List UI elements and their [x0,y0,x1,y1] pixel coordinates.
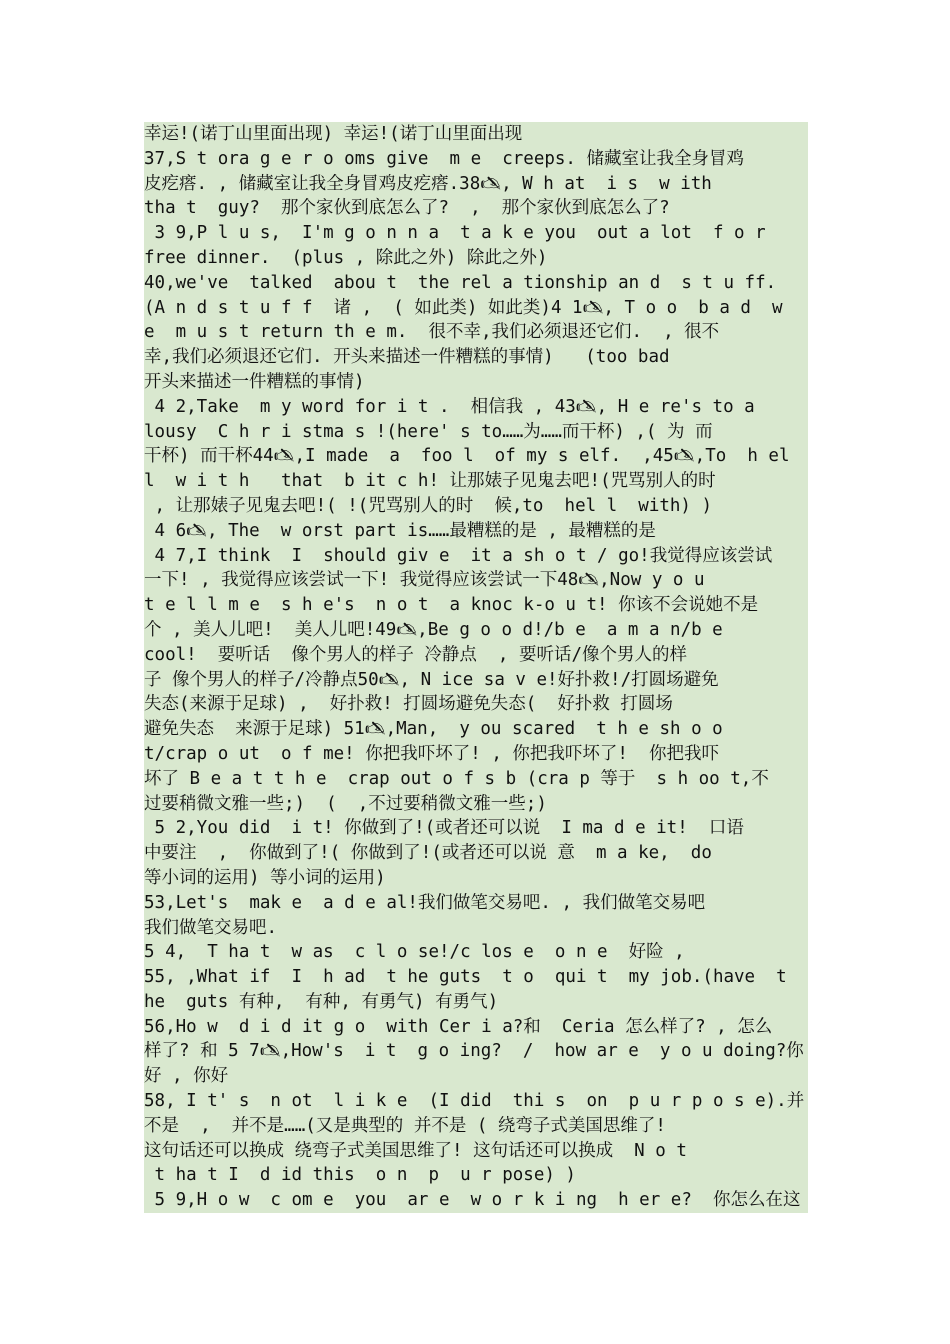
text-line: 5 2,You did i t! 你做到了!(或者还可以说 I ma d e it! 口语 [144,816,808,841]
text-line: t ha t I d id this o n p u r pose) ) [144,1163,808,1188]
text-line: 53,Let's mak e a d e al!我们做笔交易吧. , 我们做笔交易吧 [144,891,808,916]
text-line: e m u s t return th e m. 很不幸,我们必须退还它们. , 很不 [144,320,808,345]
text-line: 56,Ho w d i d it g o with Cer i a?和 Ceria 怎么样了? , 怎么 [144,1015,808,1040]
text-line: 干杯) 而干杯44🖎,I made a foo l of my s elf. ,45🖎,To h el [144,444,808,469]
text-line: 4 2,Take m y word for i t . 相信我 , 43🖎, H e re's to a [144,395,808,420]
text-line: free dinner. (plus , 除此之外) 除此之外) [144,246,808,271]
text-line: 好 , 你好 [144,1064,808,1089]
text-line: , 让那婊子见鬼去吧!( !(咒骂别人的时 候,to hel l with) ) [144,494,808,519]
text-line: tha t guy? 那个家伙到底怎么了? , 那个家伙到底怎么了? [144,196,808,221]
text-line: 幸运!(诺丁山里面出现) 幸运!(诺丁山里面出现 [144,122,808,147]
text-line: 开头来描述一件糟糕的事情) [144,370,808,395]
text-line: 不是 , 并不是……(又是典型的 并不是 ( 绕弯子式美国思维了! [144,1114,808,1139]
text-line: l w i t h that b it c h! 让那婊子见鬼去吧!(咒骂别人的时 [144,469,808,494]
text-line: 40,we've talked abou t the rel a tionship an d s t u ff. [144,271,808,296]
text-line: t/crap o ut o f me! 你把我吓坏了! , 你把我吓坏了! 你把我吓 [144,742,808,767]
text-line: 5 9,H o w c om e you ar e w o r k i ng h er e? 你怎么在这 [144,1188,808,1213]
text-line: 37,S t ora g e r o oms give m e creeps. 储藏室让我全身冒鸡 [144,147,808,172]
text-line: cool! 要听话 像个男人的样子 冷静点 , 要听话/像个男人的样 [144,643,808,668]
text-line: 中要注 , 你做到了!( 你做到了!(或者还可以说 意 m a ke, do [144,841,808,866]
text-line: 5 4, T ha t w as c l o se!/c los e o n e 好险 , [144,940,808,965]
text-line: 一下! , 我觉得应该尝试一下! 我觉得应该尝试一下48🖎,Now y o u [144,568,808,593]
text-line: 55, ,What if I h ad t he guts t o qui t my job.(have t [144,965,808,990]
text-line: 4 7,I think I should giv e it a sh o t / go!我觉得应该尝试 [144,544,808,569]
text-line: 失态(来源于足球) , 好扑救! 打圆场避免失态( 好扑救 打圆场 [144,692,808,717]
text-line: 样了? 和 5 7🖎,How's i t g o ing? / how ar e y o u doing?你 [144,1039,808,1064]
text-line: 4 6🖎, The w orst part is……最糟糕的是 , 最糟糕的是 [144,519,808,544]
text-line: 58, I t' s n ot l i k e (I did thi s on p u r p o s e).并 [144,1089,808,1114]
text-line: 3 9,P l u s, I'm g o n n a t a k e you out a lot f o r [144,221,808,246]
text-line: t e l l m e s h e's n o t a knoc k-o u t! 你该不会说她不是 [144,593,808,618]
text-line: (A n d s t u f f 诸 , ( 如此类) 如此类)4 1🖎, T o o b a d w [144,296,808,321]
text-line: 幸,我们必须退还它们. 开头来描述一件糟糕的事情) (too bad [144,345,808,370]
text-line: 个 , 美人儿吧! 美人儿吧!49🖎,Be g o o d!/b e a m a n/b e [144,618,808,643]
text-line: 我们做笔交易吧. [144,916,808,941]
text-line: 皮疙瘩. , 储藏室让我全身冒鸡皮疙瘩.38🖎, W h at i s w ith [144,172,808,197]
text-line: 这句话还可以换成 绕弯子式美国思维了! 这句话还可以换成 N o t [144,1139,808,1164]
text-line: 过要稍微文雅一些;) ( ,不过要稍微文雅一些;) [144,792,808,817]
text-line: lousy C h r i stma s !(here' s to……为……而干杯) ,( 为 而 [144,420,808,445]
text-line: 子 像个男人的样子/冷静点50🖎, N ice sa v e!好扑救!/打圆场避免 [144,668,808,693]
text-line: he guts 有种, 有种, 有勇气) 有勇气) [144,990,808,1015]
text-line: 等小词的运用) 等小词的运用) [144,866,808,891]
highlighted-text-body [144,122,808,1213]
text-line: 避免失态 来源于足球) 51🖎,Man, y ou scared t h e sh o o [144,717,808,742]
text-line: 坏了 B e a t t h e crap out o f s b (cra p 等于 s h oo t,不 [144,767,808,792]
